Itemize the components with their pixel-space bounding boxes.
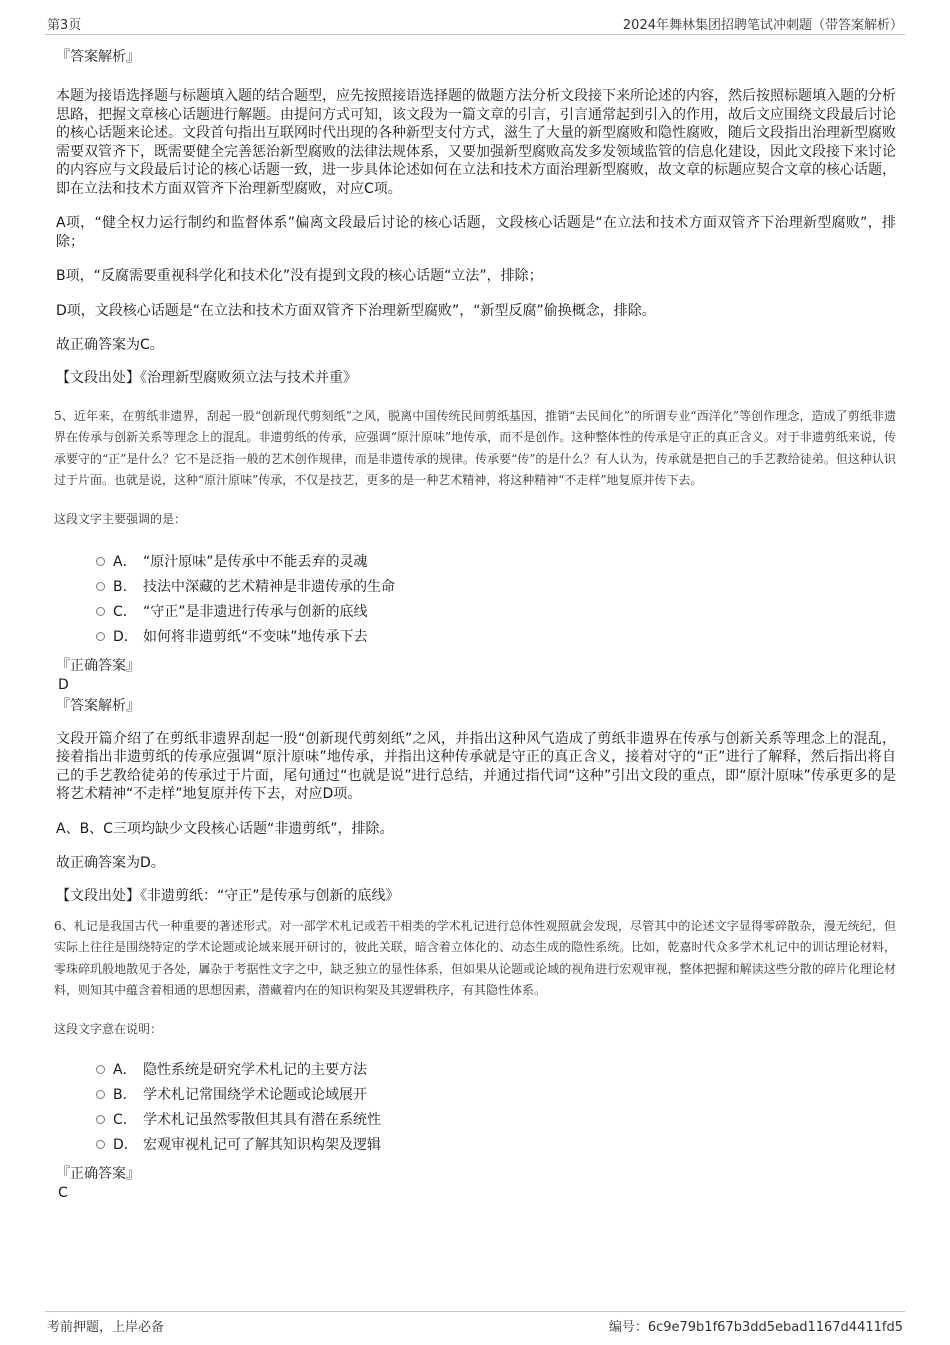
q5-analysis-label: 『答案解析』 xyxy=(56,697,140,714)
radio-icon[interactable] xyxy=(96,557,105,566)
page-number: 第3页 xyxy=(47,18,82,33)
radio-icon[interactable] xyxy=(96,1090,105,1099)
q4-option-b-note: B项，“反腐需要重视科学化和技术化”没有提到文段的核心话题“立法”，排除； xyxy=(56,268,543,284)
q5-prompt: 这段文字主要强调的是： xyxy=(54,511,187,526)
q6-answer: C xyxy=(58,1184,68,1201)
q5-option-d[interactable]: D． 如何将非遗剪纸“不变味”地传承下去 xyxy=(96,624,896,649)
q6-question: 6、札记是我国古代一种重要的著述形式。对一部学术札记或若干相类的学术札记进行总体性观照就会发现，尽管其中的论述文字显得零碎散杂，漫无统纪，但实际上往往是围绕特定的学术论题或论域来展开研讨的，彼此关联，暗含着立体化的、动态生成的隐性系统。比如，乾嘉时代众多学术札记中的训诂理论材料，零珠碎玑般地散见于各处，羼杂于考据性文字之中，缺乏独立的显性体系，但如果从论题或论域的视角进行宏观审视，整体把握和解读这些分散的碎片化理论材料，则知其中蕴含着相通的思想因素，潜藏着内在的知识构架及其逻辑秩序，有其隐性体系。 xyxy=(54,918,896,997)
q6-option-b[interactable]: B． 学术札记常围绕学术论题或论域展开 xyxy=(96,1082,896,1107)
q6-answer-label: 『正确答案』 xyxy=(56,1165,140,1182)
q5-question: 5、近年来，在剪纸非遗界，刮起一股“创新现代剪刻纸”之风，脱离中国传统民间剪纸基因，推销“去民间化”的所谓专业“西洋化”等创作理念，造成了剪纸非遗界在传承与创新关系等理念上的混乱。非遗剪纸的传承，应强调“原汁原味”地传承，而不是创作。这种整体性的传承是守正的真正含义。对于非遗剪纸来说，传承要守的“正”是什么？它不是泛指一般的艺术创作规律，而是非遗传承的规律。传承要“传”的是什么？有人认为，传承就是把自己的手艺教给徒弟。但这种认识过于片面。也就是说，这种“原汁原味”传承，不仅是技艺，更多的是一种艺术精神，将这种精神“不走样”地复原并传下去。 xyxy=(54,408,896,487)
q4-source-title: 《治理新型腐败须立法与技术并重》 xyxy=(140,369,357,386)
q5-option-c[interactable]: C． “守正”是非遗进行传承与创新的底线 xyxy=(96,599,896,624)
radio-icon[interactable] xyxy=(96,582,105,591)
q5-source-label: 【文段出处】 xyxy=(56,887,140,904)
radio-icon[interactable] xyxy=(96,632,105,641)
q4-source-label: 【文段出处】 xyxy=(56,369,140,386)
q6-option-a[interactable]: A． 隐性系统是研究学术札记的主要方法 xyxy=(96,1057,896,1082)
page-footer xyxy=(45,1311,905,1335)
q6-prompt: 这段文字意在说明： xyxy=(54,1021,163,1036)
q5-options xyxy=(96,549,896,649)
q5-option-a[interactable]: A． “原汁原味”是传承中不能丢弃的灵魂 xyxy=(96,549,896,574)
q4-source xyxy=(56,369,896,388)
radio-icon[interactable] xyxy=(96,1140,105,1149)
radio-icon[interactable] xyxy=(96,607,105,616)
q4-analysis: 本题为接语选择题与标题填入题的结合题型，应先按照接语选择题的做题方法分析文段接下来所论述的内容，然后按照标题填入题的分析思路，把握文章核心话题进行解题。由提问方式可知，该文段为一篇文章的引言，引言通常起到引入的作用，故后文应围绕文段最后讨论的核心话题来论述。文段首句指出互联网时代出现的各种新型支付方式，滋生了大量的新型腐败和隐性腐败，随后文段指出治理新型腐败需要双管齐下，既需要健全完善惩治新型腐败的法律法规体系，又要加强新型腐败高发多发领域监管的信息化建设，因此文段接下来讨论的内容应与文段最后讨论的核心话题一致，进一步具体论述如何在立法和技术方面治理新型腐败，故文章的标题应契合文章的核心话题，即在立法和技术方面双管齐下治理新型腐败，对应C项。 xyxy=(56,88,896,197)
q5-conclusion: 故正确答案为D。 xyxy=(56,855,165,871)
q6-options xyxy=(96,1057,896,1157)
q5-source-title: 《非遗剪纸：“守正”是传承与创新的底线》 xyxy=(140,887,400,904)
q4-option-a-note: A项，“健全权力运行制约和监督体系”偏离文段最后讨论的核心话题，文段核心话题是“在立法和技术方面双管齐下治理新型腐败”，排除； xyxy=(56,215,896,250)
q4-option-d-note: D项，文段核心话题是“在立法和技术方面双管齐下治理新型腐败”，“新型反腐”偷换概念，排除。 xyxy=(56,302,656,319)
page-header xyxy=(45,14,905,35)
q6-option-d[interactable]: D． 宏观审视札记可了解其知识构架及逻辑 xyxy=(96,1132,896,1157)
q5-option-b[interactable]: B． 技法中深藏的艺术精神是非遗传承的生命 xyxy=(96,574,896,599)
footer-slogan: 考前押题，上岸必备 xyxy=(47,1320,165,1335)
q4-analysis-label: 『答案解析』 xyxy=(56,49,140,65)
code-label: 编号： xyxy=(608,1320,648,1335)
radio-icon[interactable] xyxy=(96,1115,105,1124)
q5-answer: D xyxy=(58,676,69,693)
document-body xyxy=(56,42,896,1203)
q5-source xyxy=(56,887,896,906)
document-code xyxy=(609,1316,903,1335)
q5-analysis: 文段开篇介绍了在剪纸非遗界刮起一股“创新现代剪刻纸”之风，并指出这种风气造成了剪纸非遗界在传承与创新关系等理念上的混乱，接着指出非遗剪纸的传承应强调“原汁原味”地传承，并指出这种传承就是守正的真正含义，接着对守的“正”进行了解释，然后指出将自己的手艺教给徒弟的传承过于片面，尾句通过“也就是说”进行总结，并通过指代词“这种”引出文段的重点，即“原汁原味”传承更多的是将艺术精神“不走样”地复原并传下去，对应D项。 xyxy=(56,730,896,802)
code-value: 6c9e79b1f67b3dd5ebad1167d4411fd5 xyxy=(647,1320,903,1335)
q6-option-c[interactable]: C． 学术札记虽然零散但其具有潜在系统性 xyxy=(96,1107,896,1132)
q5-answer-label: 『正确答案』 xyxy=(56,657,140,674)
q4-conclusion: 故正确答案为C。 xyxy=(56,337,164,353)
q5-options-note: A、B、C三项均缺少文段核心话题“非遗剪纸”，排除。 xyxy=(56,820,394,837)
radio-icon[interactable] xyxy=(96,1065,105,1074)
document-title: 2024年舞林集团招聘笔试冲刺题（带答案解析） xyxy=(622,18,903,33)
